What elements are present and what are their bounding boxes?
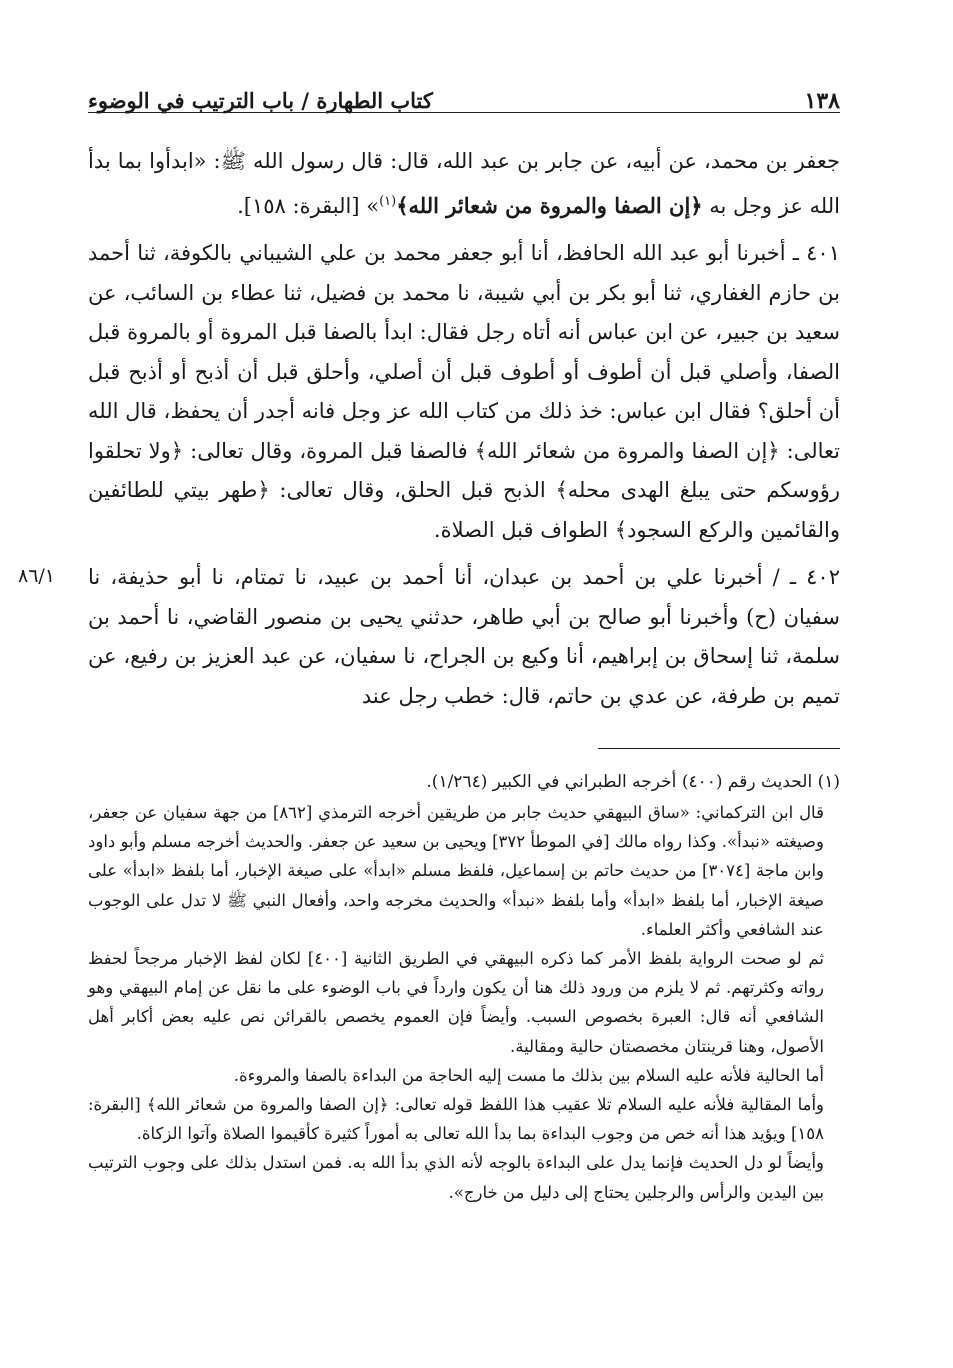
footnote-1-head: (١) الحديث رقم (٤٠٠) أخرجه الطبراني في الكبير (١/٢٦٤). bbox=[426, 772, 840, 792]
footnotes bbox=[88, 768, 840, 1207]
footnote-1-para-3: أما الحالية فلأنه عليه السلام بين بذلك ما مست إليه الحاجة من البداءة بالصفا والمروءة. bbox=[233, 1065, 824, 1085]
running-title: كتاب الطهارة / باب الترتيب في الوضوء bbox=[88, 88, 433, 113]
paragraph-continuation bbox=[88, 142, 840, 226]
page-header bbox=[88, 88, 840, 118]
hadith-text: جعفر بن محمد، عن أبيه، عن جابر بن عبد الله، قال: قال رسول الله ﷺ: «ابدأوا بما بدأ الله عز وجل به bbox=[88, 149, 840, 218]
hadith-401: ٤٠١ ـ أخبرنا أبو عبد الله الحافظ، أنا أبو جعفر محمد بن علي الشيباني بالكوفة، ثنا أحمد بن حازم الغفاري، ثنا أبو بكر بن أبي شيبة، نا محمد بن فضيل، ثنا عطاء بن السائب، عن سعيد بن جبير، عن ابن عباس أنه أتاه رجل فقال: ابدأ بالصفا قبل المروة أو بالمروة قبل الصفا، وأصلي قبل أن أطوف أو أطوف قبل أن أصلي، وأحلق قبل أن أذبح أو أذبح قبل أن أحلق؟ فقال ابن عباس: خذ ذلك من كتاب الله عز وجل فانه أجدر أن يحفظ، قال الله تعالى: ﴿إن الصفا والمروة من شعائر الله﴾ فالصفا قبل المروة، وقال تعالى: ﴿ولا تحلقوا رؤوسكم حتى يبلغ الهدى محله﴾ الذبح قبل الحلق، وقال تعالى: ﴿طهر بيتي للطائفين والقائمين والركع السجود﴾ الطواف قبل الصلاة. bbox=[88, 241, 840, 542]
hadith-402: ٤٠٢ ـ / أخبرنا علي بن أحمد بن عبدان، أنا أحمد بن عبيد، نا تمتام، نا أبو حذيفة، نا سفيان (ح) وأخبرنا أبو صالح بن أبي طاهر، حدثني يحيى بن منصور القاضي، نا أحمد بن سلمة، ثنا إسحاق بن إبراهيم، أنا وكيع بن الجراح، نا سفيان، عن عبد العزيز بن رفيع، عن تميم بن طرفة، عن عدي بن حاتم، قال: خطب رجل عند bbox=[88, 565, 840, 708]
page-number: ١٣٨ bbox=[804, 88, 840, 114]
quran-quote: ﴿إن الصفا والمروة من شعائر الله﴾ bbox=[396, 192, 703, 218]
header-rule bbox=[88, 112, 840, 113]
margin-reference: ٨٦/١ bbox=[18, 565, 56, 587]
main-text bbox=[88, 142, 840, 724]
footnote-1-para-1: قال ابن التركماني: «ساق البيهقي حديث جابر من طريقين أخرجه الترمذي [٨٦٢] من جهة سفيان عن جعفر، وصيغته «نبدأ». وكذا رواه مالك [في الموطأ ٣٧٢] ويحيى بن سعيد عن جعفر. والحديث أخرجه مسلم وأبو داود وابن ماجة [٣٠٧٤] من حديث حاتم بن إسماعيل، فلفظ مسلم «ابدأ» على صيغة الإخبار، أما بلفظ «ابدأ» على صيغة الإخبار، أما بلفظ «ابدأ» وأما بلفظ «نبدأ» والحديث مخرجه واحد، وأفعال النبي ﷺ لا تدل على الوجوب عند الشافعي وأكثر العلماء. bbox=[88, 803, 824, 939]
footnote-1-para-2: ثم لو صحت الرواية بلفظ الأمر كما ذكره البيهقي في الطريق الثانية [٤٠٠] لكان لفظ الإخبار مرجحاً لحفظ رواته وكثرتهم. ثم لا يلزم من ورود ذلك هنا أن يكون وارداً في باب الوضوء على ما نقل عن إمام البيهقي وهو الشافعي أنه قال: العبرة بخصوص السبب. وأيضاً فإن العموم يخصص بالقرائن نص عليه بعض أكابر أهل الأصول، وهنا قرينتان مخصصتان حالية ومقالية. bbox=[88, 949, 824, 1056]
footnote-1-para-5: وأيضاً لو دل الحديث فإنما يدل على البداءة بالوجه لأنه الذي بدأ الله به. فمن استدل بذلك على وجوب الترتيب بين اليدين والرأس والرجلين يحتاج إلى دليل من خارج». bbox=[88, 1153, 824, 1202]
footnote-marker: (١) bbox=[379, 193, 397, 209]
hadith-text-end: » [البقرة: ١٥٨]. bbox=[237, 193, 380, 218]
footnote-1-para-4: وأما المقالية فلأنه عليه السلام تلا عقيب هذا اللفظ قوله تعالى: ﴿إن الصفا والمروة من شعائر الله﴾ [البقرة: ١٥٨] ويؤيد هذا أنه خص من وجوب البداءة بما بدأ الله تعالى به أموراً كثيرة كأقيموا الصلاة وآتوا الزكاة. bbox=[88, 1095, 824, 1144]
footnote-separator bbox=[598, 748, 840, 749]
